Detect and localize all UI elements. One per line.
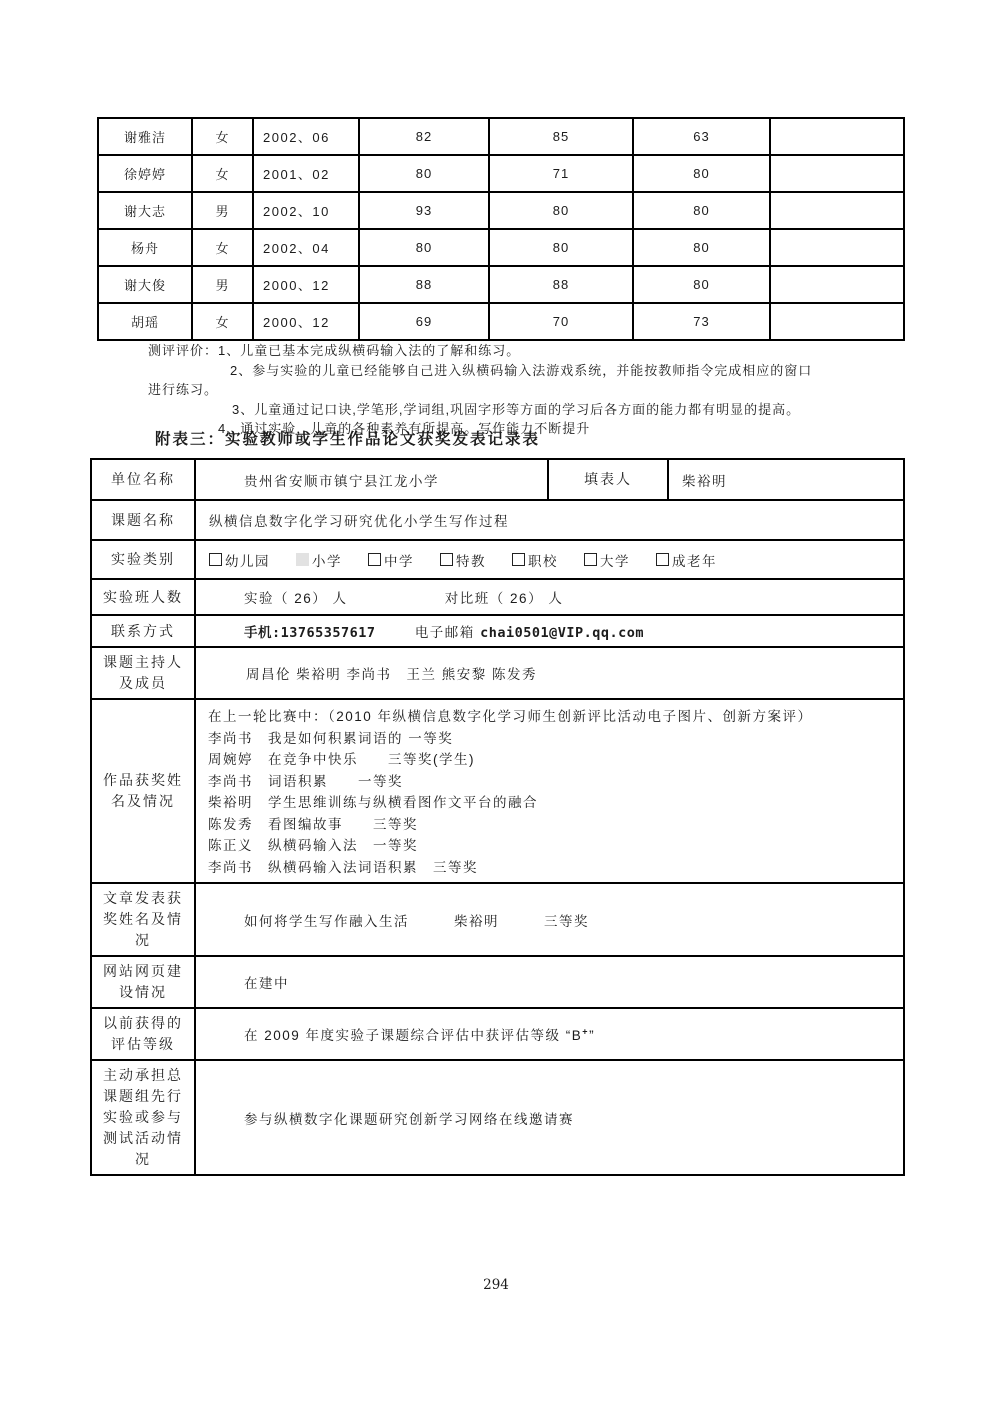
table-row	[91, 615, 904, 647]
birthdate-cell: 2000、12	[253, 266, 359, 303]
score-cell: 80	[633, 266, 770, 303]
gender-cell: 女	[192, 229, 253, 266]
birthdate-cell: 2001、02	[253, 155, 359, 192]
award-line: 陈正义 纵横码输入法 一等奖	[208, 838, 418, 853]
award-line: 李尚书 词语积累 一等奖	[208, 773, 403, 789]
previous-rating-value	[195, 1008, 904, 1060]
score-cell: 63	[633, 118, 770, 155]
form-filler-value: 柴裕明	[668, 459, 904, 500]
table-row	[98, 155, 904, 192]
empty-cell	[770, 229, 904, 266]
project-members-label: 课题主持人及成员	[91, 647, 195, 699]
score-cell: 80	[489, 192, 633, 229]
table-row	[98, 229, 904, 266]
checkbox-icon	[440, 553, 453, 566]
category-option-label: 幼儿园	[225, 553, 270, 569]
award-line: 李尚书 我是如何积累词语的 一等奖	[208, 730, 454, 746]
website-status-label: 网站网页建设情况	[91, 956, 195, 1008]
checkbox-icon	[368, 553, 381, 566]
table-row	[91, 1008, 904, 1060]
student-name-cell: 胡瑶	[98, 303, 192, 340]
category-checkbox-group	[209, 550, 903, 570]
score-cell: 88	[359, 266, 489, 303]
form-filler-label: 填表人	[548, 459, 668, 500]
student-name-cell: 徐婷婷	[98, 155, 192, 192]
topic-name-label: 课题名称	[91, 500, 195, 540]
table-row	[91, 459, 904, 500]
category-option	[368, 550, 414, 570]
experiment-category-value	[195, 540, 904, 579]
contact-label: 联系方式	[91, 615, 195, 647]
website-status-value: 在建中	[195, 956, 904, 1008]
rating-text: 在 2009 年度实验子课题综合评估中获评估等级 “B	[244, 1028, 583, 1043]
control-class-size: 对比班（ 26） 人	[444, 591, 564, 606]
score-cell: 80	[359, 229, 489, 266]
gender-cell: 女	[192, 118, 253, 155]
unit-name-value: 贵州省安顺市镇宁县江龙小学	[195, 459, 548, 500]
rating-close-quote: ”	[589, 1028, 596, 1043]
page-number: 294	[483, 1277, 509, 1293]
score-cell: 73	[633, 303, 770, 340]
category-option	[296, 550, 342, 570]
gender-cell: 男	[192, 266, 253, 303]
work-awards-label: 作品获奖姓名及情况	[91, 699, 195, 883]
birthdate-cell: 2002、04	[253, 229, 359, 266]
table-row	[91, 579, 904, 615]
evaluation-notes	[148, 341, 812, 439]
award-line: 周婉婷 在竞争中快乐 三等奖(学生)	[208, 752, 475, 767]
table-row	[91, 883, 904, 956]
pilot-activity-value: 参与纵横数字化课题研究创新学习网络在线邀请赛	[195, 1060, 904, 1175]
experiment-category-label: 实验类别	[91, 540, 195, 579]
category-option-label: 中学	[384, 553, 414, 569]
phone-number: 手机:13765357617	[244, 625, 376, 641]
awards-list	[196, 700, 903, 882]
article-awards-label: 文章发表获奖姓名及情况	[91, 883, 195, 956]
checkbox-icon	[209, 553, 222, 566]
rating-superscript: +	[582, 1026, 590, 1037]
record-form-table	[90, 458, 905, 1176]
table-row	[91, 699, 904, 883]
empty-cell	[770, 118, 904, 155]
category-option-label: 特教	[456, 553, 486, 569]
previous-rating-label: 以前获得的评估等级	[91, 1008, 195, 1060]
email-address: chai0501@VIP.qq.com	[480, 625, 645, 641]
empty-cell	[770, 192, 904, 229]
table-row	[98, 266, 904, 303]
student-name-cell: 谢大志	[98, 192, 192, 229]
empty-cell	[770, 155, 904, 192]
checkbox-icon	[512, 553, 525, 566]
score-cell: 69	[359, 303, 489, 340]
category-option	[209, 550, 270, 570]
unit-name-label: 单位名称	[91, 459, 195, 500]
award-line: 柴裕明 学生思维训练与纵横看图作文平台的融合	[208, 795, 538, 810]
student-scores-table	[97, 117, 905, 341]
article-awards-value: 如何将学生写作融入生活 柴裕明 三等奖	[195, 883, 904, 956]
project-members-value: 周昌伦 柴裕明 李尚书 王兰 熊安黎 陈发秀	[195, 647, 904, 699]
gender-cell: 女	[192, 303, 253, 340]
checkbox-icon	[296, 553, 309, 566]
score-cell: 80	[633, 192, 770, 229]
gender-cell: 女	[192, 155, 253, 192]
table-row	[91, 647, 904, 699]
class-size-value	[195, 579, 904, 615]
table-row	[98, 118, 904, 155]
evaluation-line: 4、通过实验，儿童的各种素养有所提高。写作能力不断提升	[218, 421, 591, 436]
score-cell: 82	[359, 118, 489, 155]
birthdate-cell: 2002、10	[253, 192, 359, 229]
evaluation-line: 测评评价：1、儿童已基本完成纵横码输入法的了解和练习。	[148, 343, 521, 358]
category-option-label: 职校	[528, 553, 558, 569]
table-row	[91, 500, 904, 540]
evaluation-line: 3、儿童通过记口诀,学笔形,学词组,巩固字形等方面的学习后各方面的能力都有明显的提高。	[232, 401, 801, 417]
student-name-cell: 谢大俊	[98, 266, 192, 303]
category-option	[584, 550, 630, 570]
table-row	[91, 956, 904, 1008]
student-name-cell: 杨舟	[98, 229, 192, 266]
category-option	[440, 550, 486, 570]
table-row	[91, 1060, 904, 1175]
checkbox-icon	[584, 553, 597, 566]
score-cell: 85	[489, 118, 633, 155]
class-size-label: 实验班人数	[91, 579, 195, 615]
pilot-activity-label: 主动承担总课题组先行实验或参与测试活动情况	[91, 1060, 195, 1175]
evaluation-line: 2、参与实验的儿童已经能够自己进入纵横码输入法游戏系统，并能按教师指令完成相应的窗口	[230, 362, 813, 378]
category-option	[512, 550, 558, 570]
contact-value	[195, 615, 904, 647]
student-name-cell: 谢雅洁	[98, 118, 192, 155]
email-label: 电子邮箱	[414, 625, 475, 640]
topic-name-value: 纵横信息数字化学习研究优化小学生写作过程	[195, 500, 904, 540]
appendix-title: 附表三：实验教师或学生作品论文获奖发表记录表	[155, 431, 541, 448]
gender-cell: 男	[192, 192, 253, 229]
experiment-class-size: 实验（ 26） 人	[244, 591, 348, 606]
score-cell: 93	[359, 192, 489, 229]
category-option-label: 大学	[600, 553, 630, 569]
birthdate-cell: 2002、06	[253, 118, 359, 155]
award-line: 李尚书 纵横码输入法词语积累 三等奖	[208, 859, 478, 875]
evaluation-line: 进行练习。	[148, 382, 219, 397]
table-row	[98, 192, 904, 229]
empty-cell	[770, 303, 904, 340]
score-cell: 80	[489, 229, 633, 266]
table-row	[91, 540, 904, 579]
empty-cell	[770, 266, 904, 303]
award-line: 陈发秀 看图编故事 三等奖	[208, 816, 418, 832]
score-cell: 88	[489, 266, 633, 303]
award-line: 在上一轮比赛中：（2010 年纵横信息数字化学习师生创新评比活动电子图片、创新方案评）	[208, 709, 813, 724]
category-option-label: 成老年	[672, 553, 717, 569]
score-cell: 71	[489, 155, 633, 192]
checkbox-icon	[656, 553, 669, 566]
score-cell: 70	[489, 303, 633, 340]
score-cell: 80	[633, 229, 770, 266]
birthdate-cell: 2000、12	[253, 303, 359, 340]
category-option	[656, 550, 717, 570]
work-awards-value	[195, 699, 904, 883]
table-row	[98, 303, 904, 340]
category-option-label: 小学	[312, 553, 342, 569]
score-cell: 80	[359, 155, 489, 192]
score-cell: 80	[633, 155, 770, 192]
